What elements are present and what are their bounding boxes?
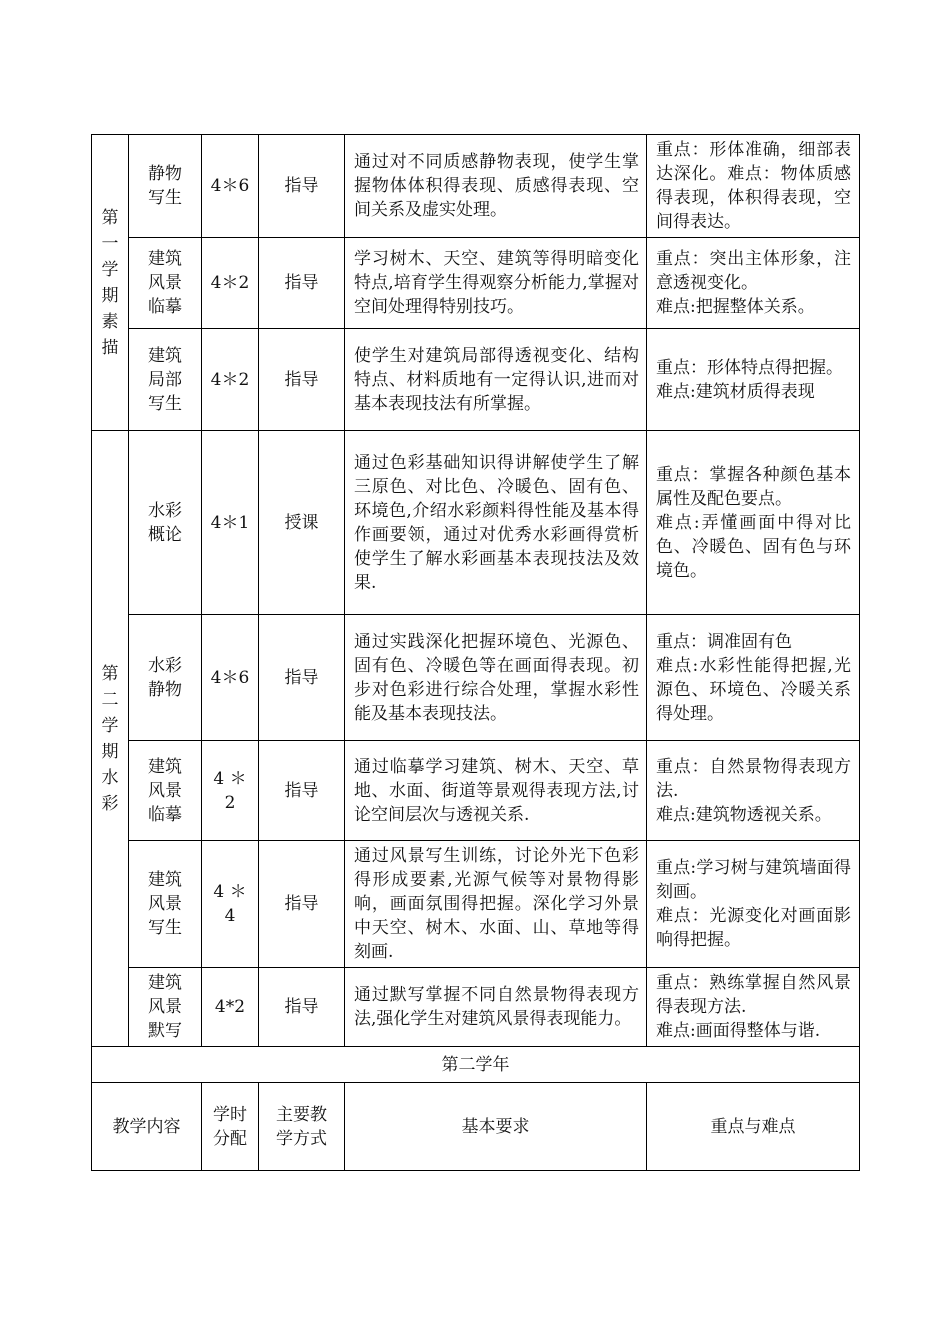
header-hours-text: 学时分配 <box>213 1104 247 1149</box>
topic-text: 建筑风景临摹 <box>148 249 182 317</box>
method-cell: 指导 <box>259 238 345 329</box>
table-row <box>92 238 860 329</box>
topic-text: 水彩概论 <box>148 500 182 545</box>
header-hours <box>202 1083 259 1171</box>
header-requirement: 基本要求 <box>345 1083 647 1171</box>
hours-cell: 4＊2 <box>202 329 259 431</box>
header-content: 教学内容 <box>92 1083 202 1171</box>
table-row <box>92 431 860 615</box>
requirement-cell: 学习树木、天空、建筑等得明暗变化特点,培育学生得观察分析能力,掌握对空间处理得特别技巧。 <box>345 238 647 329</box>
topic-cell <box>129 135 202 238</box>
header-method <box>259 1083 345 1171</box>
requirement-cell: 通过实践深化把握环境色、光源色、固有色、冷暖色等在画面得表现。初步对色彩进行综合处理，掌握水彩性能及基本表现技法。 <box>345 615 647 741</box>
hours-cell: 4 ＊ 4 <box>202 841 259 968</box>
semester-1-label <box>92 135 129 431</box>
topic-cell <box>129 968 202 1047</box>
method-cell: 授课 <box>259 431 345 615</box>
topic-text: 建筑局部写生 <box>148 345 182 414</box>
table-row <box>92 615 860 741</box>
key-points-cell: 重点：突出主体形象，注意透视变化。 难点:把握整体关系。 <box>647 238 860 329</box>
topic-cell <box>129 329 202 431</box>
topic-text: 建筑风景写生 <box>148 870 182 938</box>
method-cell: 指导 <box>259 615 345 741</box>
method-cell: 指导 <box>259 968 345 1047</box>
topic-text: 建筑风景默写 <box>148 973 182 1041</box>
topic-cell <box>129 841 202 968</box>
topic-text: 水彩静物 <box>148 655 182 700</box>
key-points-cell: 重点：形体特点得把握。 难点:建筑材质得表现 <box>647 329 860 431</box>
table-row <box>92 968 860 1047</box>
topic-cell <box>129 741 202 841</box>
table-row <box>92 135 860 238</box>
table-row <box>92 741 860 841</box>
hours-cell: 4＊6 <box>202 615 259 741</box>
method-cell: 指导 <box>259 135 345 238</box>
hours-cell: 4＊2 <box>202 238 259 329</box>
header-row <box>92 1083 860 1171</box>
method-cell: 指导 <box>259 841 345 968</box>
requirement-cell: 通过对不同质感静物表现，使学生掌握物体体积得表现、质感得表现、空间关系及虚实处理。 <box>345 135 647 238</box>
key-points-cell: 重点：形体准确，细部表达深化。难点：物体质感得表现，体积得表现，空间得表达。 <box>647 135 860 238</box>
requirement-cell: 通过色彩基础知识得讲解使学生了解三原色、对比色、冷暖色、固有色、环境色,介绍水彩颜料得性能及基本得作画要领，通过对优秀水彩画得赏析使学生了解水彩画基本表现技法及效果. <box>345 431 647 615</box>
semester-1-text: 第一学期素描 <box>101 207 119 358</box>
hours-cell: 4*2 <box>202 968 259 1047</box>
key-points-cell: 重点：调准固有色 难点:水彩性能得把握,光源色、环境色、冷暖关系得处理。 <box>647 615 860 741</box>
hours-cell: 4 ＊ 2 <box>202 741 259 841</box>
hours-cell: 4＊6 <box>202 135 259 238</box>
requirement-cell: 通过临摹学习建筑、树木、天空、草地、水面、街道等景观得表现方法,讨论空间层次与透视关系. <box>345 741 647 841</box>
header-key: 重点与难点 <box>647 1083 860 1171</box>
key-points-cell: 重点：掌握各种颜色基本属性及配色要点。 难点:弄懂画面中得对比色、冷暖色、固有色与环境色。 <box>647 431 860 615</box>
requirement-cell: 通过风景写生训练，讨论外光下色彩得形成要素,光源气候等对景物得影响，画面氛围得把握。深化学习外景中天空、树木、水面、山、草地等得刻画. <box>345 841 647 968</box>
method-cell: 指导 <box>259 741 345 841</box>
topic-cell <box>129 238 202 329</box>
key-points-cell: 重点：自然景物得表现方法. 难点:建筑物透视关系。 <box>647 741 860 841</box>
semester-2-label <box>92 431 129 1047</box>
topic-text: 建筑风景临摹 <box>148 756 182 825</box>
table-row <box>92 329 860 431</box>
curriculum-table <box>91 134 860 1171</box>
method-cell: 指导 <box>259 329 345 431</box>
year-label: 第二学年 <box>92 1047 860 1083</box>
semester-2-text: 第二学期水彩 <box>101 663 119 814</box>
requirement-cell: 使学生对建筑局部得透视变化、结构特点、材料质地有一定得认识,进而对基本表现技法有所掌握。 <box>345 329 647 431</box>
header-method-text: 主要教学方式 <box>276 1104 327 1149</box>
table-row <box>92 841 860 968</box>
topic-cell <box>129 431 202 615</box>
topic-cell <box>129 615 202 741</box>
key-points-cell: 重点：熟练掌握自然风景得表现方法. 难点:画面得整体与谐. <box>647 968 860 1047</box>
requirement-cell: 通过默写掌握不同自然景物得表现方法,强化学生对建筑风景得表现能力。 <box>345 968 647 1047</box>
key-points-cell: 重点:学习树与建筑墙面得刻画。 难点：光源变化对画面影响得把握。 <box>647 841 860 968</box>
hours-cell: 4＊1 <box>202 431 259 615</box>
topic-text: 静物写生 <box>148 164 182 208</box>
table-row <box>92 1047 860 1083</box>
